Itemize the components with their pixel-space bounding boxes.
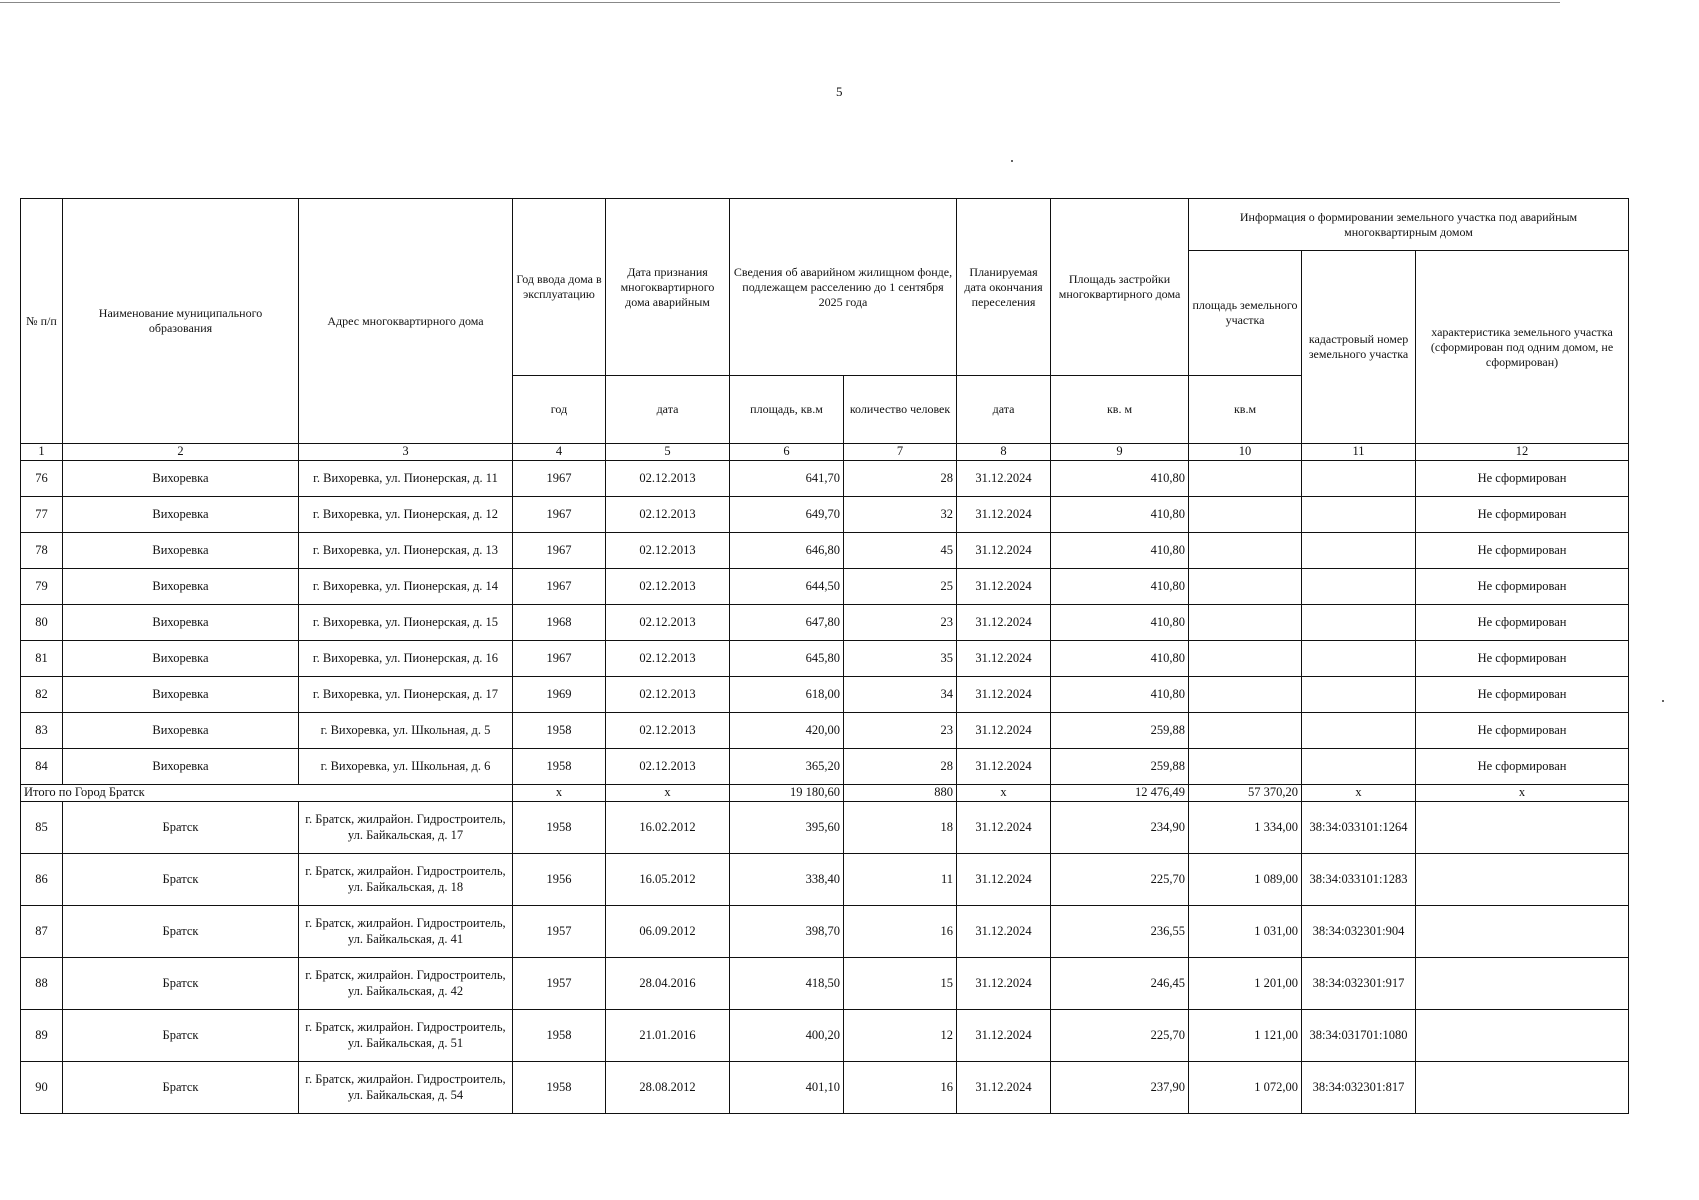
cell-num: 78 (21, 533, 63, 569)
cell-land-area: 1 089,00 (1189, 854, 1302, 906)
cell-area: 641,70 (730, 461, 844, 497)
cell-year: 1958 (513, 1010, 606, 1062)
cell-planned-date: 31.12.2024 (957, 958, 1051, 1010)
cell-build-area: 410,80 (1051, 677, 1189, 713)
table-row (21, 802, 1629, 854)
unit-year: год (513, 376, 606, 444)
cell-land-char: Не сформирован (1416, 569, 1629, 605)
cell-people: 32 (844, 497, 957, 533)
unit-date: дата (606, 376, 730, 444)
cell-build-area: 225,70 (1051, 1010, 1189, 1062)
table-row (21, 497, 1629, 533)
cell-planned-date: 31.12.2024 (957, 854, 1051, 906)
column-number: 11 (1302, 444, 1416, 461)
cell-planned-date: 31.12.2024 (957, 749, 1051, 785)
total-plan: x (957, 785, 1051, 802)
cell-year: 1969 (513, 677, 606, 713)
cell-date-unsafe: 28.04.2016 (606, 958, 730, 1010)
cell-year: 1957 (513, 958, 606, 1010)
cell-year: 1967 (513, 641, 606, 677)
cell-planned-date: 31.12.2024 (957, 497, 1051, 533)
cell-build-area: 410,80 (1051, 533, 1189, 569)
cell-planned-date: 31.12.2024 (957, 461, 1051, 497)
cell-municipality: Братск (63, 958, 299, 1010)
total-area: 19 180,60 (730, 785, 844, 802)
total-row (21, 785, 1629, 802)
cell-land-char (1416, 1010, 1629, 1062)
cell-address: г. Братск, жилрайон. Гидростроитель, ул. Байкальская, д. 42 (299, 958, 513, 1010)
cell-date-unsafe: 02.12.2013 (606, 533, 730, 569)
cell-people: 12 (844, 1010, 957, 1062)
cell-date-unsafe: 02.12.2013 (606, 605, 730, 641)
cell-people: 18 (844, 802, 957, 854)
column-number: 3 (299, 444, 513, 461)
column-number: 6 (730, 444, 844, 461)
column-number: 5 (606, 444, 730, 461)
cell-area: 418,50 (730, 958, 844, 1010)
cell-municipality: Вихоревка (63, 713, 299, 749)
cell-cadastral (1302, 497, 1416, 533)
cell-land-char: Не сформирован (1416, 461, 1629, 497)
cell-people: 23 (844, 605, 957, 641)
cell-address: г. Братск, жилрайон. Гидростроитель, ул. Байкальская, д. 18 (299, 854, 513, 906)
cell-land-char: Не сформирован (1416, 677, 1629, 713)
cell-address: г. Братск, жилрайон. Гидростроитель, ул. Байкальская, д. 41 (299, 906, 513, 958)
cell-address: г. Вихоревка, ул. Пионерская, д. 16 (299, 641, 513, 677)
cell-date-unsafe: 02.12.2013 (606, 749, 730, 785)
cell-build-area: 410,80 (1051, 461, 1189, 497)
cell-people: 11 (844, 854, 957, 906)
cell-year: 1958 (513, 749, 606, 785)
cell-year: 1967 (513, 497, 606, 533)
cell-land-char (1416, 1062, 1629, 1114)
cell-people: 16 (844, 906, 957, 958)
cell-build-area: 410,80 (1051, 605, 1189, 641)
cell-address: г. Вихоревка, ул. Пионерская, д. 13 (299, 533, 513, 569)
unit-area: площадь, кв.м (730, 376, 844, 444)
cell-year: 1967 (513, 461, 606, 497)
cell-land-area (1189, 749, 1302, 785)
cell-land-char (1416, 802, 1629, 854)
table-row (21, 713, 1629, 749)
cell-land-area (1189, 497, 1302, 533)
cell-area: 365,20 (730, 749, 844, 785)
table-row (21, 958, 1629, 1010)
cell-area: 618,00 (730, 677, 844, 713)
header-date-unsafe: Дата признания многоквартирного дома аварийным (606, 199, 730, 376)
cell-date-unsafe: 28.08.2012 (606, 1062, 730, 1114)
cell-municipality: Братск (63, 854, 299, 906)
cell-people: 34 (844, 677, 957, 713)
cell-num: 90 (21, 1062, 63, 1114)
cell-municipality: Вихоревка (63, 461, 299, 497)
cell-address: г. Братск, жилрайон. Гидростроитель, ул. Байкальская, д. 51 (299, 1010, 513, 1062)
cell-municipality: Вихоревка (63, 533, 299, 569)
cell-date-unsafe: 02.12.2013 (606, 461, 730, 497)
cell-build-area: 237,90 (1051, 1062, 1189, 1114)
cell-build-area: 410,80 (1051, 641, 1189, 677)
cell-planned-date: 31.12.2024 (957, 569, 1051, 605)
cell-land-char (1416, 854, 1629, 906)
cell-planned-date: 31.12.2024 (957, 641, 1051, 677)
cell-municipality: Вихоревка (63, 641, 299, 677)
cell-municipality: Братск (63, 906, 299, 958)
cell-people: 25 (844, 569, 957, 605)
header-year-built: Год ввода дома в эксплуатацию (513, 199, 606, 376)
unit-sqm-land: кв.м (1189, 376, 1302, 444)
cell-municipality: Братск (63, 802, 299, 854)
cell-build-area: 259,88 (1051, 713, 1189, 749)
cell-cadastral (1302, 749, 1416, 785)
table-row (21, 641, 1629, 677)
column-number: 1 (21, 444, 63, 461)
cell-year: 1958 (513, 802, 606, 854)
cell-people: 28 (844, 749, 957, 785)
column-number: 8 (957, 444, 1051, 461)
cell-land-area (1189, 461, 1302, 497)
column-number: 12 (1416, 444, 1629, 461)
cell-num: 82 (21, 677, 63, 713)
cell-address: г. Братск, жилрайон. Гидростроитель, ул. Байкальская, д. 17 (299, 802, 513, 854)
cell-date-unsafe: 02.12.2013 (606, 677, 730, 713)
cell-cadastral: 38:34:033101:1264 (1302, 802, 1416, 854)
cell-num: 81 (21, 641, 63, 677)
scan-speck (1011, 160, 1013, 162)
scan-speck (1662, 700, 1664, 702)
header-fund-info: Сведения об аварийном жилищном фонде, подлежащем расселению до 1 сентября 2025 года (730, 199, 957, 376)
cell-area: 649,70 (730, 497, 844, 533)
cell-municipality: Вихоревка (63, 677, 299, 713)
cell-cadastral (1302, 533, 1416, 569)
table-body (21, 461, 1629, 1114)
cell-municipality: Вихоревка (63, 497, 299, 533)
resettlement-table (20, 198, 1629, 1114)
cell-date-unsafe: 16.05.2012 (606, 854, 730, 906)
header-address: Адрес многоквартирного дома (299, 199, 513, 444)
cell-date-unsafe: 02.12.2013 (606, 713, 730, 749)
cell-people: 15 (844, 958, 957, 1010)
cell-year: 1967 (513, 569, 606, 605)
cell-planned-date: 31.12.2024 (957, 1062, 1051, 1114)
cell-cadastral: 38:34:031701:1080 (1302, 1010, 1416, 1062)
cell-cadastral (1302, 605, 1416, 641)
page-number: 5 (836, 84, 843, 99)
column-number: 4 (513, 444, 606, 461)
cell-year: 1957 (513, 906, 606, 958)
cell-area: 395,60 (730, 802, 844, 854)
cell-address: г. Братск, жилрайон. Гидростроитель, ул. Байкальская, д. 54 (299, 1062, 513, 1114)
column-number-row (21, 444, 1629, 461)
table-row (21, 605, 1629, 641)
cell-address: г. Вихоревка, ул. Пионерская, д. 17 (299, 677, 513, 713)
cell-date-unsafe: 21.01.2016 (606, 1010, 730, 1062)
cell-num: 86 (21, 854, 63, 906)
total-cadastral: x (1302, 785, 1416, 802)
total-land-area: 57 370,20 (1189, 785, 1302, 802)
cell-land-char: Не сформирован (1416, 605, 1629, 641)
cell-area: 401,10 (730, 1062, 844, 1114)
table-row (21, 906, 1629, 958)
cell-build-area: 410,80 (1051, 497, 1189, 533)
cell-year: 1958 (513, 1062, 606, 1114)
cell-area: 644,50 (730, 569, 844, 605)
column-number: 7 (844, 444, 957, 461)
cell-land-area: 1 121,00 (1189, 1010, 1302, 1062)
cell-planned-date: 31.12.2024 (957, 802, 1051, 854)
cell-planned-date: 31.12.2024 (957, 906, 1051, 958)
cell-area: 420,00 (730, 713, 844, 749)
cell-land-area (1189, 677, 1302, 713)
cell-land-char: Не сформирован (1416, 713, 1629, 749)
cell-num: 84 (21, 749, 63, 785)
header-num: № п/п (21, 199, 63, 444)
cell-planned-date: 31.12.2024 (957, 605, 1051, 641)
total-label: Итого по Город Братск (21, 785, 513, 802)
header-cadastral: кадастровый номер земельного участка (1302, 251, 1416, 444)
cell-address: г. Вихоревка, ул. Школьная, д. 6 (299, 749, 513, 785)
cell-num: 83 (21, 713, 63, 749)
cell-area: 647,80 (730, 605, 844, 641)
cell-date-unsafe: 06.09.2012 (606, 906, 730, 958)
table-row (21, 533, 1629, 569)
table-row (21, 677, 1629, 713)
cell-build-area: 246,45 (1051, 958, 1189, 1010)
unit-date-plan: дата (957, 376, 1051, 444)
cell-num: 80 (21, 605, 63, 641)
cell-address: г. Вихоревка, ул. Пионерская, д. 15 (299, 605, 513, 641)
total-build-area: 12 476,49 (1051, 785, 1189, 802)
cell-people: 16 (844, 1062, 957, 1114)
cell-land-char: Не сформирован (1416, 749, 1629, 785)
cell-cadastral (1302, 569, 1416, 605)
cell-land-area: 1 201,00 (1189, 958, 1302, 1010)
cell-land-area (1189, 605, 1302, 641)
cell-num: 79 (21, 569, 63, 605)
cell-land-area: 1 031,00 (1189, 906, 1302, 958)
cell-land-area (1189, 713, 1302, 749)
cell-cadastral: 38:34:032301:904 (1302, 906, 1416, 958)
cell-cadastral (1302, 641, 1416, 677)
cell-address: г. Вихоревка, ул. Пионерская, д. 14 (299, 569, 513, 605)
cell-planned-date: 31.12.2024 (957, 533, 1051, 569)
total-date: x (606, 785, 730, 802)
table-row (21, 749, 1629, 785)
cell-municipality: Вихоревка (63, 605, 299, 641)
cell-cadastral: 38:34:032301:817 (1302, 1062, 1416, 1114)
cell-num: 85 (21, 802, 63, 854)
cell-date-unsafe: 02.12.2013 (606, 569, 730, 605)
cell-build-area: 225,70 (1051, 854, 1189, 906)
table-row (21, 461, 1629, 497)
cell-build-area: 410,80 (1051, 569, 1189, 605)
cell-date-unsafe: 02.12.2013 (606, 497, 730, 533)
header-land-char: характеристика земельного участка (сформирован под одним домом, не сформирован) (1416, 251, 1629, 444)
cell-area: 400,20 (730, 1010, 844, 1062)
header-planned-date: Планируемая дата окончания переселения (957, 199, 1051, 376)
unit-sqm: кв. м (1051, 376, 1189, 444)
cell-land-char (1416, 958, 1629, 1010)
resettlement-table-sheet (20, 198, 1628, 1114)
cell-people: 28 (844, 461, 957, 497)
table-row (21, 1062, 1629, 1114)
header-build-area: Площадь застройки многоквартирного дома (1051, 199, 1189, 376)
cell-people: 23 (844, 713, 957, 749)
cell-area: 645,80 (730, 641, 844, 677)
cell-date-unsafe: 02.12.2013 (606, 641, 730, 677)
cell-planned-date: 31.12.2024 (957, 1010, 1051, 1062)
cell-address: г. Вихоревка, ул. Пионерская, д. 12 (299, 497, 513, 533)
column-number: 9 (1051, 444, 1189, 461)
cell-date-unsafe: 16.02.2012 (606, 802, 730, 854)
cell-people: 35 (844, 641, 957, 677)
cell-cadastral: 38:34:033101:1283 (1302, 854, 1416, 906)
table-row (21, 854, 1629, 906)
cell-num: 76 (21, 461, 63, 497)
cell-land-char: Не сформирован (1416, 641, 1629, 677)
cell-area: 338,40 (730, 854, 844, 906)
cell-cadastral (1302, 677, 1416, 713)
cell-cadastral: 38:34:032301:917 (1302, 958, 1416, 1010)
cell-num: 88 (21, 958, 63, 1010)
cell-land-area: 1 334,00 (1189, 802, 1302, 854)
cell-cadastral (1302, 713, 1416, 749)
cell-municipality: Братск (63, 1010, 299, 1062)
cell-planned-date: 31.12.2024 (957, 677, 1051, 713)
cell-year: 1967 (513, 533, 606, 569)
cell-area: 646,80 (730, 533, 844, 569)
column-number: 2 (63, 444, 299, 461)
header-municipality: Наименование муниципального образования (63, 199, 299, 444)
cell-land-area (1189, 569, 1302, 605)
cell-build-area: 259,88 (1051, 749, 1189, 785)
total-people: 880 (844, 785, 957, 802)
cell-build-area: 234,90 (1051, 802, 1189, 854)
cell-address: г. Вихоревка, ул. Пионерская, д. 11 (299, 461, 513, 497)
cell-build-area: 236,55 (1051, 906, 1189, 958)
header-land-info: Информация о формировании земельного участка под аварийным многоквартирным домом (1189, 199, 1629, 251)
unit-people: количество человек (844, 376, 957, 444)
column-number: 10 (1189, 444, 1302, 461)
top-scan-rule (0, 2, 1560, 3)
cell-land-char: Не сформирован (1416, 497, 1629, 533)
cell-land-area (1189, 533, 1302, 569)
cell-land-char: Не сформирован (1416, 533, 1629, 569)
cell-municipality: Вихоревка (63, 749, 299, 785)
table-row (21, 569, 1629, 605)
cell-people: 45 (844, 533, 957, 569)
table-row (21, 1010, 1629, 1062)
cell-land-char (1416, 906, 1629, 958)
cell-land-area (1189, 641, 1302, 677)
cell-num: 77 (21, 497, 63, 533)
cell-municipality: Вихоревка (63, 569, 299, 605)
total-year: x (513, 785, 606, 802)
cell-cadastral (1302, 461, 1416, 497)
cell-area: 398,70 (730, 906, 844, 958)
cell-year: 1956 (513, 854, 606, 906)
cell-year: 1968 (513, 605, 606, 641)
total-land-char: x (1416, 785, 1629, 802)
cell-year: 1958 (513, 713, 606, 749)
cell-land-area: 1 072,00 (1189, 1062, 1302, 1114)
header-land-area: площадь земельного участка (1189, 251, 1302, 376)
cell-num: 89 (21, 1010, 63, 1062)
cell-num: 87 (21, 906, 63, 958)
cell-municipality: Братск (63, 1062, 299, 1114)
cell-planned-date: 31.12.2024 (957, 713, 1051, 749)
cell-address: г. Вихоревка, ул. Школьная, д. 5 (299, 713, 513, 749)
